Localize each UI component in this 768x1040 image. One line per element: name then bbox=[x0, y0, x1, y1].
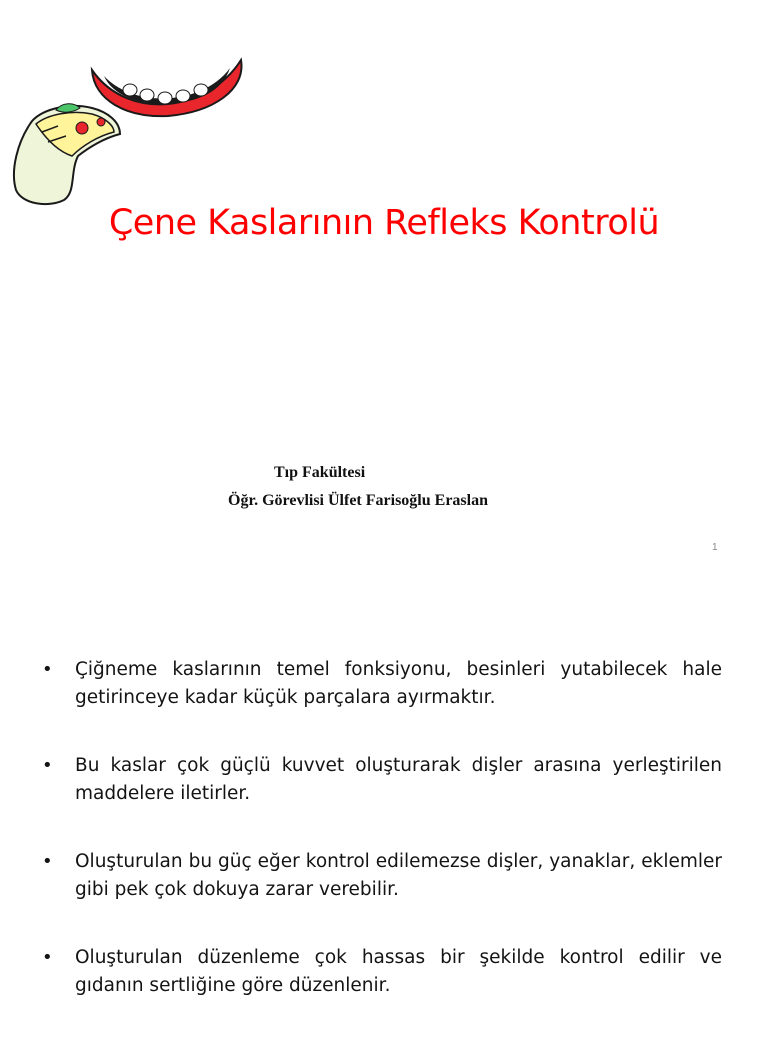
bullet-text: Oluşturulan düzenleme çok hassas bir şekilde kontrol edilir ve gıdanın sertliğine göre düzenlenir. bbox=[75, 947, 722, 996]
bullet-list bbox=[42, 656, 722, 1040]
bullet-icon: • bbox=[42, 755, 53, 776]
bullet-icon: • bbox=[42, 659, 53, 680]
bullet-text: Bu kaslar çok güçlü kuvvet oluşturarak dişler arasına yerleştirilen maddelere iletirler. bbox=[75, 755, 722, 804]
faculty-name: Tıp Fakültesi bbox=[274, 464, 366, 481]
bullet-text: Çiğneme kaslarının temel fonksiyonu, besinleri yutabilecek hale getirinceye kadar küçük parçalara ayırmaktır. bbox=[75, 659, 722, 708]
content-slide bbox=[0, 578, 768, 1024]
bullet-icon: • bbox=[42, 851, 53, 872]
bullet-text: Oluşturulan bu güç eğer kontrol edilemezse dişler, yanaklar, eklemler gibi pek çok dokuya zarar verebilir. bbox=[75, 851, 722, 900]
bullet-icon: • bbox=[42, 947, 53, 968]
slide-title: Çene Kaslarının Refleks Kontrolü bbox=[108, 203, 660, 243]
page-number: 1 bbox=[712, 542, 718, 553]
bullet-item bbox=[42, 752, 722, 808]
bullet-item bbox=[42, 848, 722, 904]
bullet-item bbox=[42, 944, 722, 1000]
lecturer-name: Öğr. Görevlisi Ülfet Farisoğlu Eraslan bbox=[228, 492, 488, 509]
bullet-item bbox=[42, 656, 722, 712]
mouth-eating-food-icon bbox=[8, 52, 253, 212]
